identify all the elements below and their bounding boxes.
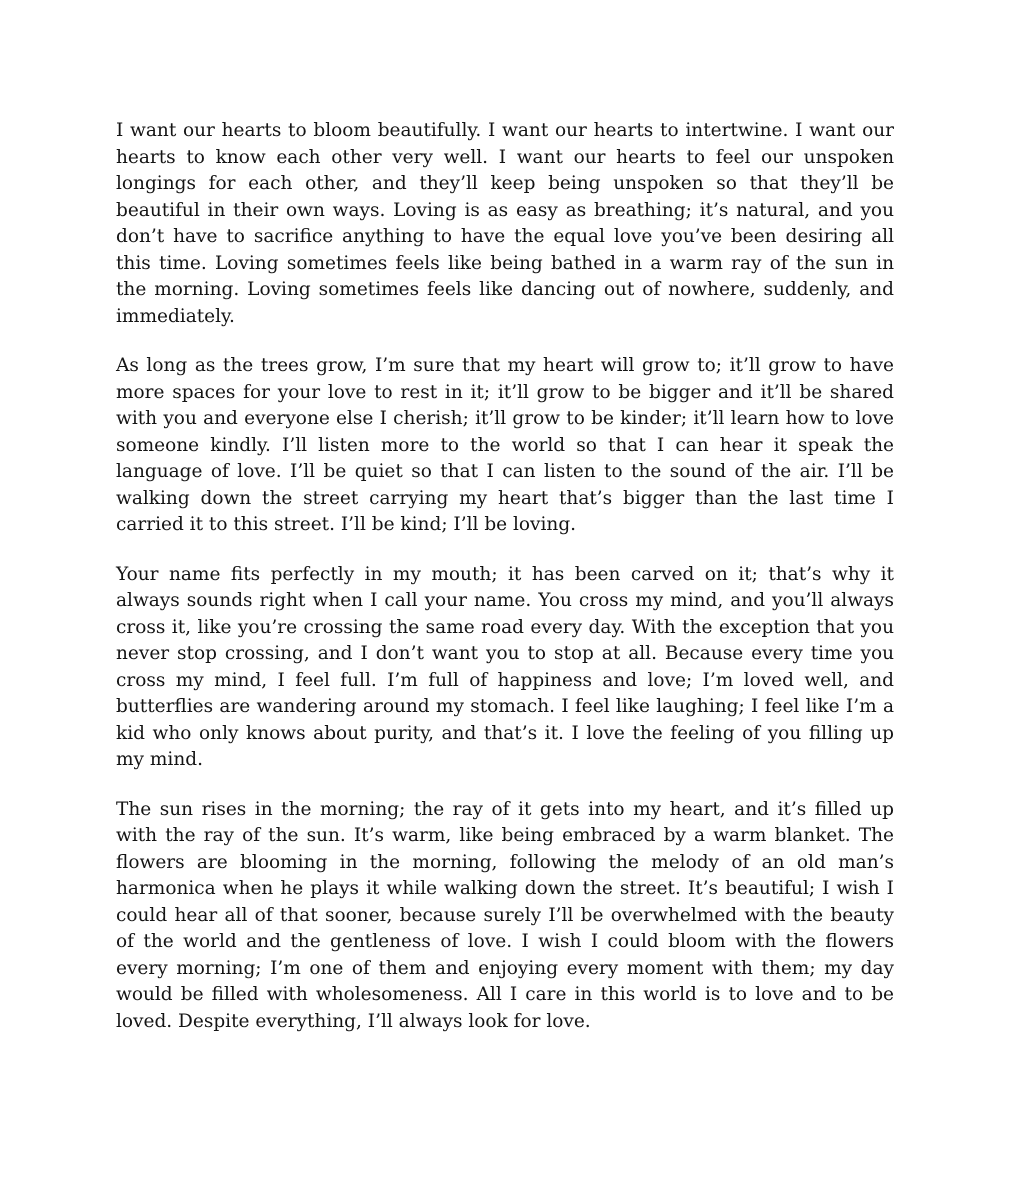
paragraph-4: The sun rises in the morning; the ray of it gets into my heart, and it’s filled up with the ray of the sun. It’s warm, like being embraced by a warm blanket. The flowers are blooming in the morning, following the melody of an old man’s harmonica when he plays it while walking down the street. It’s beautiful; I wish I could hear all of that sooner, because surely I’ll be overwhelmed with the beauty of the world and the gentleness of love. I wish I could bloom with the flowers every morning; I’m one of them and enjoying every moment with them; my day would be filled with wholesomeness. All I care in this world is to love and to be loved. Despite everything, I’ll always look for love. <box>116 798 894 1032</box>
paragraph-2: As long as the trees grow, I’m sure that my heart will grow to; it’ll grow to have more spaces for your love to rest in it; it’ll grow to be bigger and it’ll be shared with you and everyone else I cherish; it’ll grow to be kinder; it’ll learn how to love someone kindly. I’ll listen more to the world so that I can hear it speak the language of love. I’ll be quiet so that I can listen to the sound of the air. I’ll be walking down the street carrying my heart that’s bigger than the last time I carried it to this street. I’ll be kind; I’ll be loving. <box>116 355 894 535</box>
paragraph-3: Your name fits perfectly in my mouth; it has been carved on it; that’s why it always sounds right when I call your name. You cross my mind, and you’ll always cross it, like you’re crossing the same road every day. With the exception that you never stop crossing, and I don’t want you to stop at all. Because every time you cross my mind, I feel full. I’m full of happiness and love; I’m loved well, and butterflies are wandering around my stomach. I feel like laughing; I feel like I’m a kid who only knows about purity, and that’s it. I love the feeling of you filling up my mind. <box>116 563 894 770</box>
paragraph-1: I want our hearts to bloom beautifully. I want our hearts to intertwine. I want our hearts to know each other very well. I want our hearts to feel our unspoken longings for each other, and they’ll keep being unspoken so that they’ll be beautiful in their own ways. Loving is as easy as breathing; it’s natural, and you don’t have to sacrifice anything to have the equal love you’ve been desiring all this time. Loving sometimes feels like being bathed in a warm ray of the sun in the morning. Loving sometimes feels like dancing out of nowhere, suddenly, and immediately. <box>116 120 894 327</box>
